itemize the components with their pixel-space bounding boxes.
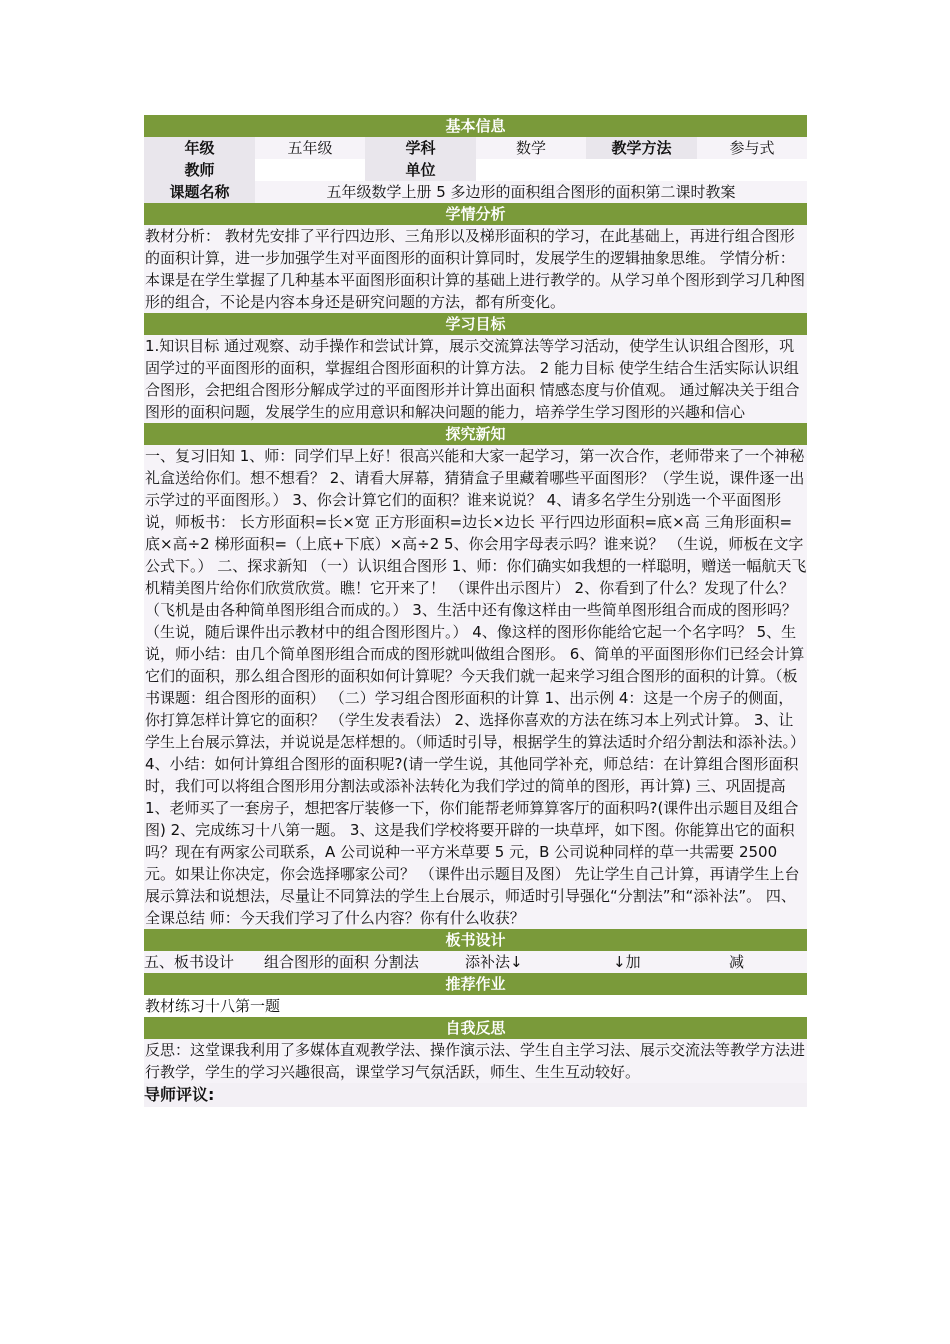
grade-label: 年级 (144, 137, 255, 159)
row-teacher-unit (144, 159, 807, 181)
board-design-row (144, 951, 807, 973)
board-item-5: 减 (729, 953, 745, 971)
board-item-3: 添补法↓ (465, 953, 523, 971)
method-value: 参与式 (729, 139, 775, 157)
board-item-1: 五、板书设计 (144, 953, 235, 971)
teacher-value (255, 159, 365, 181)
method-label: 教学方法 (586, 137, 697, 159)
goals-text: 1.知识目标 通过观察、动手操作和尝试计算，展示交流算法等学习活动，使学生认识组合图形，巩固学过的平面图形的面积，掌握组合图形面积的计算方法。 2 能力目标 使学生结合生活实际认识组合图形，会把组合图形分解成学过的平面图形并计算出面积 情感态度与价值观。 通过解决关于组合图形的面积问题，发展学生的应用意识和解决问题的能力，培养学生学习图形的兴趣和信心 (144, 335, 807, 423)
lesson-title-value: 五年级数学上册 5 多边形的面积组合图形的面积第二课时教案 (326, 183, 736, 201)
lesson-title-label: 课题名称 (144, 181, 255, 203)
section-header-board: 板书设计 (144, 929, 807, 951)
board-item-2: 组合图形的面积 分割法 (264, 953, 419, 971)
reflection-text: 反思：这堂课我利用了多媒体直观教学法、操作演示法、学生自主学习法、展示交流法等教学方法进行教学，学生的学习兴趣很高，课堂学习气氛活跃，师生、生生互动较好。 (145, 1041, 806, 1081)
board-item-4: ↓加 (613, 953, 641, 971)
explore-text: 一、复习旧知 1、师：同学们早上好！很高兴能和大家一起学习，第一次合作，老师带来了一个神秘礼盒送给你们。想不想看？ 2、请看大屏幕，猜猜盒子里藏着哪些平面图形？（学生说，课件逐一出示学过的平面图形。） 3、你会计算它们的面积？谁来说说？ 4、请多名学生分别选一个平面图形说，师板书： 长方形面积=长×宽 正方形面积=边长×边长 平行四边形面积=底×高 三角形面积=底×高÷2 梯形面积=（上底+下底）×高÷2 5、你会用字母表示吗？谁来说？ （生说，师板在文字公式下。） 二、探求新知 （一）认识组合图形 1、师：你们确实如我想的一样聪明，赠送一幅航天飞机精美图片给你们欣赏欣赏。瞧！它开来了！ （课件出示图片） 2、你看到了什么？发现了什么？ （飞机是由各种简单图形组合而成的。） 3、生活中还有像这样由一些简单图形组合而成的图形吗？ （生说，随后课件出示教材中的组合图形图片。） 4、像这样的图形你能给它起一个名字吗？ 5、生说，师小结：由几个简单图形组合而成的图形就叫做组合图形。 6、简单的平面图形你们已经会计算它们的面积，那么组合图形的面积如何计算呢？今天我们就一起来学习组合图形的面积的计算。（板书课题：组合图形的面积） （二）学习组合图形面积的计算 1、出示例 4：这是一个房子的侧面，你打算怎样计算它的面积？ （学生发表看法） 2、选择你喜欢的方法在练习本上列式计算。 3、让学生上台展示算法，并说说是怎样想的。（师适时引导，根据学生的算法适时介绍分割法和添补法。） 4、小结：如何计算组合图形的面积呢?(请一学生说，其他同学补充，师总结：在计算组合图形面积时，我们可以将组合图形用分割法或添补法转化为我们学过的简单的图形，再计算) 三、巩固提高 1、老师买了一套房子，想把客厅装修一下，你们能帮老师算算客厅的面积吗?(课件出示题目及组合图) 2、完成练习十八第一题。 3、这是我们学校将要开辟的一块草坪，如下图。你能算出它的面积吗？现在有两家公司联系，A 公司说种一平方米草要 5 元，B 公司说种同样的草一共需要 2500 元。如果让你决定，你会选择哪家公司？ （课件出示题目及图） 先让学生自己计算，再请学生上台展示算法和说想法，尽量让不同算法的学生上台展示，师适时引导强化“分割法”和“添补法”。 四、全课总结 师：今天我们学习了什么内容？你有什么收获？ (145, 447, 810, 927)
subject-label: 学科 (365, 137, 476, 159)
row-grade-subject-method (144, 137, 807, 159)
unit-label: 单位 (365, 159, 476, 181)
section-header-basic: 基本信息 (144, 115, 807, 137)
subject-value: 数学 (515, 139, 546, 157)
grade-value: 五年级 (287, 139, 333, 157)
teacher-label: 教师 (144, 159, 255, 181)
mentor-review-label: 导师评议: (144, 1083, 807, 1107)
homework-text: 教材练习十八第一题 (144, 995, 807, 1017)
section-header-goals: 学习目标 (144, 313, 807, 335)
section-header-reflection: 自我反思 (144, 1017, 807, 1039)
unit-value (476, 159, 807, 181)
section-header-homework: 推荐作业 (144, 973, 807, 995)
section-header-explore: 探究新知 (144, 423, 807, 445)
analysis-text: 教材分析： 教材先安排了平行四边形、三角形以及梯形面积的学习，在此基础上，再进行组合图形的面积计算，进一步加强学生对平面图形的面积计算同时，发展学生的逻辑抽象思维。 学情分析： 本课是在学生掌握了几种基本平面图形面积计算的基础上进行教学的。从学习单个图形到学习几种图形的组合，不论是内容本身还是研究问题的方法，都有所变化。 (145, 227, 806, 311)
row-lesson-title (144, 181, 807, 203)
lesson-plan-table (144, 115, 810, 1107)
section-header-analysis: 学情分析 (144, 203, 807, 225)
